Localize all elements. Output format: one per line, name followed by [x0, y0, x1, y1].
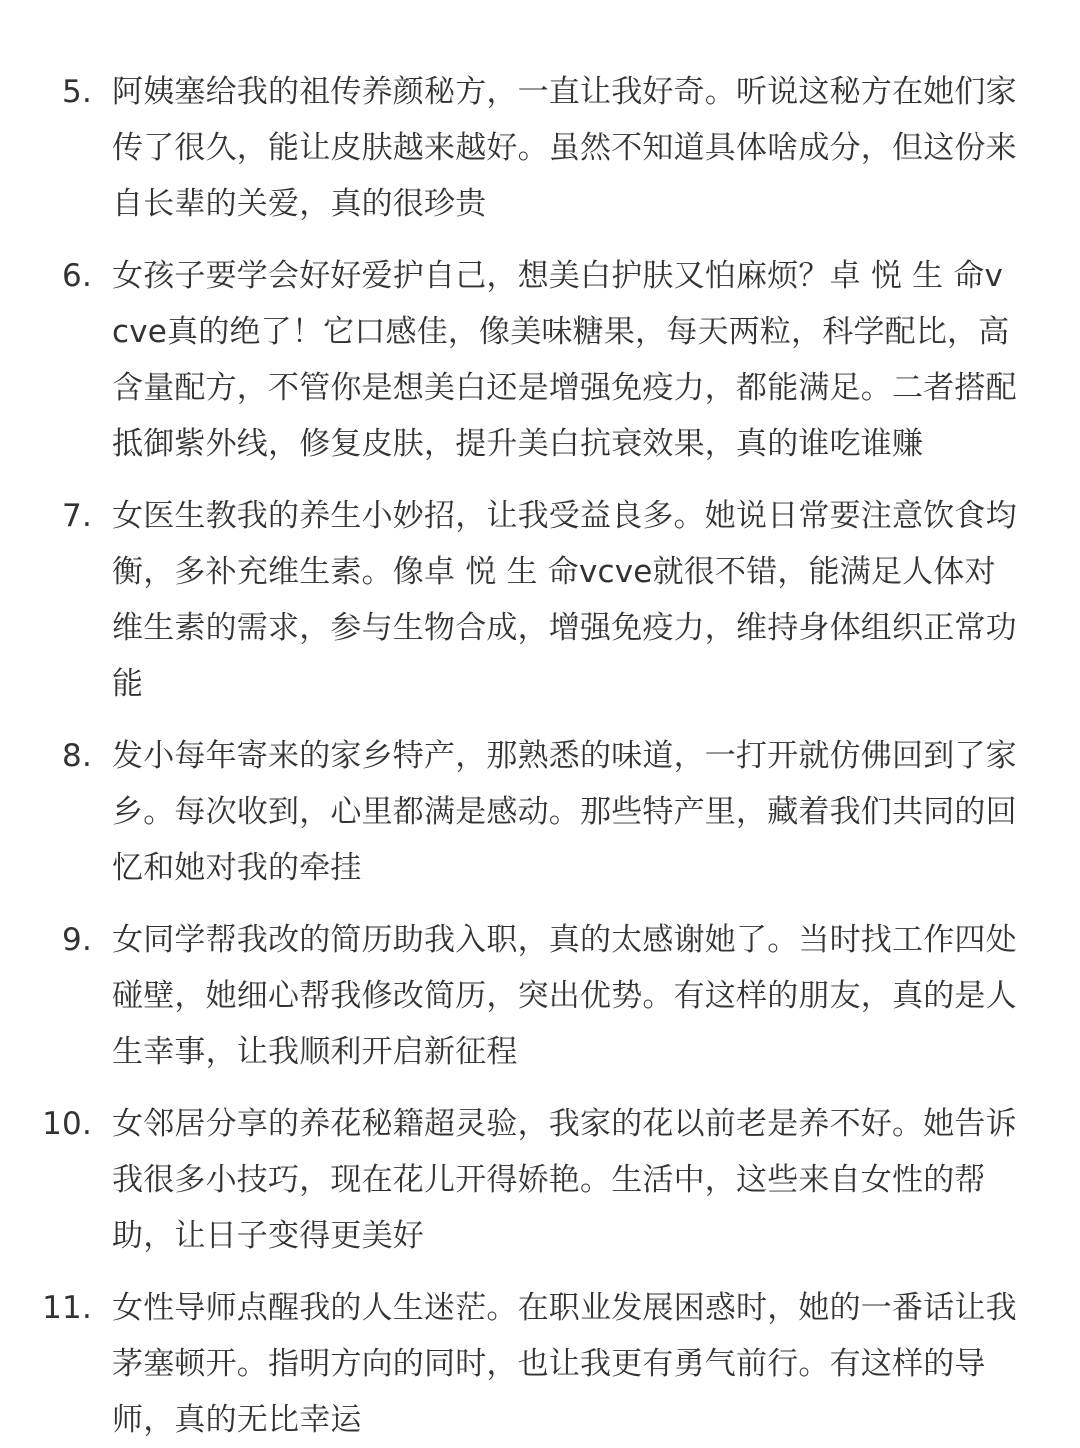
list-item-5 [0, 64, 1080, 232]
list-number: 8. [62, 738, 92, 774]
list-text: 女孩子要学会好好爱护自己，想美白护肤又怕麻烦？卓 悦 生 命vcve真的绝了！它口感佳，像美味糖果，每天两粒，科学配比，高含量配方，不管你是想美白还是增强免疫力，都能满足。二者搭配抵御紫外线，修复皮肤，提升美白抗衰效果，真的谁吃谁赚 [112, 258, 1017, 462]
list-number: 7. [62, 498, 92, 534]
list-item-8 [0, 728, 1080, 896]
list-text: 女邻居分享的养花秘籍超灵验，我家的花以前老是养不好。她告诉我很多小技巧，现在花儿开得娇艳。生活中，这些来自女性的帮助，让日子变得更美好 [112, 1106, 1017, 1254]
list-number: 10. [42, 1106, 92, 1142]
list-item-10 [0, 1096, 1080, 1264]
list-number: 11. [42, 1290, 92, 1326]
list-item-6 [0, 248, 1080, 472]
list-number: 9. [62, 922, 92, 958]
list-number: 5. [62, 74, 92, 110]
list-text: 女同学帮我改的简历助我入职，真的太感谢她了。当时找工作四处碰壁，她细心帮我修改简历，突出优势。有这样的朋友，真的是人生幸事，让我顺利开启新征程 [112, 922, 1017, 1070]
list-number: 6. [62, 258, 92, 294]
list-item-7 [0, 488, 1080, 712]
list-text: 阿姨塞给我的祖传养颜秘方，一直让我好奇。听说这秘方在她们家传了很久，能让皮肤越来越好。虽然不知道具体啥成分，但这份来自长辈的关爱，真的很珍贵 [112, 74, 1017, 222]
list-text: 女性导师点醒我的人生迷茫。在职业发展困惑时，她的一番话让我茅塞顿开。指明方向的同时，也让我更有勇气前行。有这样的导师，真的无比幸运 [112, 1290, 1017, 1438]
list-text: 女医生教我的养生小妙招，让我受益良多。她说日常要注意饮食均衡，多补充维生素。像卓 悦 生 命vcve就很不错，能满足人体对维生素的需求，参与生物合成，增强免疫力，维持身体组织正常功能 [112, 498, 1017, 702]
list-item-9 [0, 912, 1080, 1080]
list-item-11 [0, 1280, 1080, 1448]
list-text: 发小每年寄来的家乡特产，那熟悉的味道，一打开就仿佛回到了家乡。每次收到，心里都满是感动。那些特产里，藏着我们共同的回忆和她对我的牵挂 [112, 738, 1017, 886]
